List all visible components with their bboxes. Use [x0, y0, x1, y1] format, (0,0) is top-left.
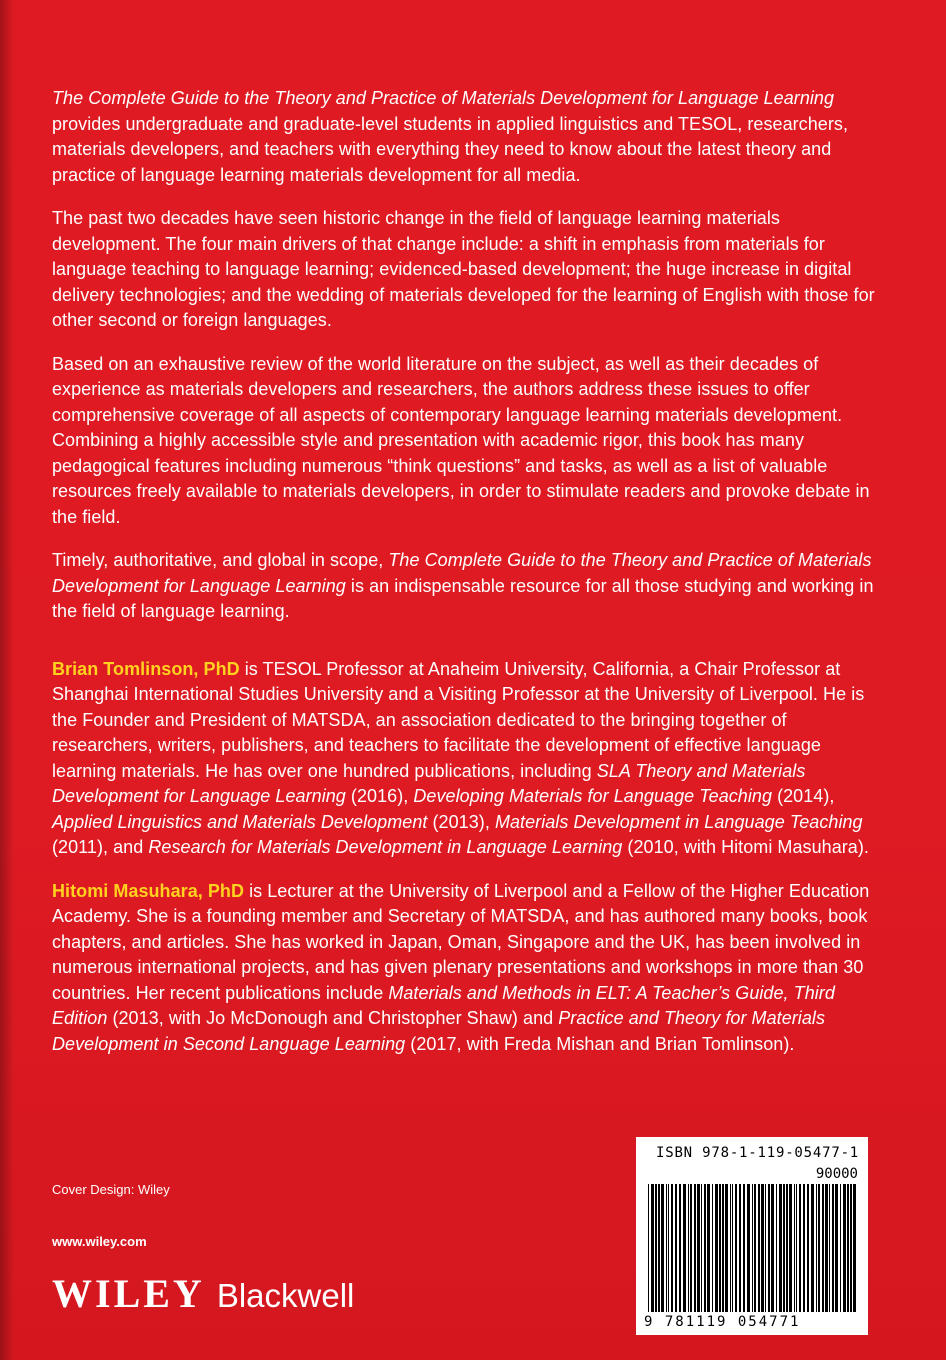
barcode-bar [688, 1184, 689, 1312]
barcode-bar [725, 1184, 728, 1312]
barcode-bar [735, 1184, 737, 1312]
barcode-bar [761, 1184, 764, 1312]
barcode-bar [697, 1184, 700, 1312]
description-paragraph-4 [52, 548, 882, 625]
barcode-bar [671, 1184, 673, 1312]
barcode-bar [850, 1184, 852, 1312]
book-title-italic: The Complete Guide to the Theory and Practice of Materials Development for Language Learning [52, 550, 872, 596]
barcode-bar [853, 1184, 856, 1312]
author-bio-tomlinson [52, 657, 882, 861]
publication-title: Materials Development in Language Teaching [494, 811, 863, 832]
barcode-bar [701, 1184, 702, 1312]
barcode-bar [825, 1184, 828, 1312]
description-paragraph-1 [52, 86, 882, 188]
barcode-bar [768, 1184, 770, 1312]
description-text: provides undergraduate and graduate-level students in applied linguistics and TESOL, researchers, materials developers, and teachers with everything they need to know about the latest theory and practice of language learning materials development for all media. [52, 113, 848, 185]
barcode-bar [648, 1184, 649, 1312]
barcode-bar [719, 1184, 721, 1312]
barcode-bar [732, 1184, 733, 1312]
bio-text: is TESOL Professor at Anaheim University, California, a Chair Professor at Shanghai International Studies University and a Visiting Professor at the University of Liverpool. He is the Founder and President of MATSDA, an association dedicated to the bringing together of researchers, writers, publishers, and teachers to facilitate the development of effective language learning materials. He has over one hundred publications, including [52, 658, 865, 781]
barcode-bar [683, 1184, 686, 1312]
logo-blackwell: Blackwell [216, 1277, 355, 1314]
description-text: Timely, authoritative, and global in scope, [52, 550, 389, 570]
back-cover-text [52, 86, 882, 1075]
barcode-bar [779, 1184, 782, 1312]
bio-text: (2016), [345, 786, 414, 806]
ean-digits: 9 781119 054771 [644, 1314, 801, 1330]
price-addon-code: 90000 [815, 1166, 858, 1182]
publisher-url[interactable]: www.wiley.com [52, 1234, 147, 1249]
barcode-bar [847, 1184, 849, 1312]
publication-title: Research for Materials Development in Language Learning [148, 837, 623, 857]
author-name: Hitomi Masuhara, PhD [52, 880, 245, 901]
publication-title: Developing Materials for Language Teaching [413, 786, 773, 806]
bio-text: (2010, with Hitomi Masuhara). [622, 837, 869, 857]
barcode-bar [786, 1184, 788, 1312]
barcode-bar [807, 1184, 809, 1312]
barcode-bar [811, 1184, 814, 1312]
barcode-bar [754, 1184, 756, 1312]
barcode-bar [715, 1184, 718, 1312]
barcode-bar [799, 1184, 801, 1312]
bio-text: (2013), [427, 811, 495, 832]
author-name: Brian Tomlinson, PhD [52, 658, 240, 679]
description-text: is an indispensable resource for all those studying and working in the field of language learning. [52, 575, 874, 621]
logo-wiley: WILEY [52, 1271, 205, 1316]
bio-text: (2014), [772, 786, 835, 806]
barcode-bar [832, 1184, 834, 1312]
spine-shadow [0, 0, 14, 1360]
isbn-label: ISBN 978-1-119-05477-1 [656, 1145, 860, 1161]
barcode-bar [722, 1184, 724, 1312]
barcode-bar [675, 1184, 677, 1312]
publication-title: Applied Linguistics and Materials Development [52, 811, 428, 832]
wiley-blackwell-logo [52, 1270, 354, 1317]
barcode-bar [651, 1184, 654, 1312]
barcode-bar [843, 1184, 846, 1312]
bio-text: (2013, with Jo McDonough and Christopher Shaw) and [107, 1008, 559, 1028]
bio-text: (2017, with Freda Mishan and Brian Tomlinson). [405, 1033, 795, 1054]
barcode-bar [752, 1184, 753, 1312]
barcode-bar [771, 1184, 774, 1312]
barcode-bar [829, 1184, 830, 1312]
publication-title: Practice and Theory for Materials Development in Second Language Learning [52, 1008, 826, 1054]
barcode-bar [794, 1184, 795, 1312]
barcode-bar [679, 1184, 681, 1312]
publication-title: Materials and Methods in ELT: A Teacher’s Guide, Third Edition [52, 982, 835, 1028]
barcode-bar [666, 1184, 667, 1312]
author-bio-masuhara [52, 879, 882, 1058]
book-title-italic: The Complete Guide to the Theory and Practice of Materials Development for Language Learning [52, 88, 835, 108]
bio-text: (2011), and [52, 837, 149, 857]
barcode-bar [747, 1184, 750, 1312]
barcode-bar [789, 1184, 792, 1312]
barcode-bar [690, 1184, 692, 1312]
description-paragraph-2: The past two decades have seen historic change in the field of language learning materials development. The four main drivers of that change include: a shift in emphasis from materials for language teaching to language learning; evidenced-based development; the huge increase in digital delivery technologies; and the wedding of materials developed for the learning of English with those for other second or foreign languages. [52, 208, 875, 330]
barcode-bar [743, 1184, 745, 1312]
barcode-bar [730, 1184, 731, 1312]
isbn-barcode [636, 1137, 868, 1335]
barcode-bar [655, 1184, 657, 1312]
barcode-bar [668, 1184, 669, 1312]
description-paragraph-3: Based on an exhaustive review of the world literature on the subject, as well as their decades of experience as materials developers and researchers, the authors address these issues to offer comprehensive coverage of all aspects of contemporary language learning materials development. Combining a highly accessible style and presentation with academic rigor, this book has many pedagogical features including numerous “think questions” and tasks, as well as a list of valuable resources freely available to materials developers, in order to stimulate readers and provoke debate in the field. [52, 353, 870, 527]
barcode-bar [835, 1184, 838, 1312]
barcode-bar [694, 1184, 696, 1312]
barcode-bar [658, 1184, 660, 1312]
barcode-bar [707, 1184, 710, 1312]
barcode-bar [818, 1184, 820, 1312]
barcode-bar [776, 1184, 777, 1312]
barcode-bar [765, 1184, 766, 1312]
barcode-bar [739, 1184, 741, 1312]
bio-text: is Lecturer at the University of Liverpool and a Fellow of the Higher Education Academy. She is a founding member and Secretary of MATSDA, and has authored many books, book chapters, and articles. She has worked in Japan, Oman, Singapore and the UK, has been involved in numerous international projects, and has given plenary presentations and workshops in more than 30 countries. Her recent publications include [52, 880, 870, 1003]
barcode-bar [840, 1184, 841, 1312]
barcode-bar [822, 1184, 824, 1312]
barcode-bar [783, 1184, 785, 1312]
barcode-bar [796, 1184, 797, 1312]
barcode-bar [712, 1184, 713, 1312]
barcode-bar [758, 1184, 760, 1312]
publication-title: SLA Theory and Materials Development for Language Learning [52, 760, 806, 806]
barcode-bar [816, 1184, 817, 1312]
barcode-bar [704, 1184, 706, 1312]
cover-design-credit: Cover Design: Wiley [52, 1182, 170, 1197]
barcode-bar [661, 1184, 664, 1312]
barcode-bar [803, 1184, 805, 1312]
barcode-bars [646, 1184, 858, 1312]
